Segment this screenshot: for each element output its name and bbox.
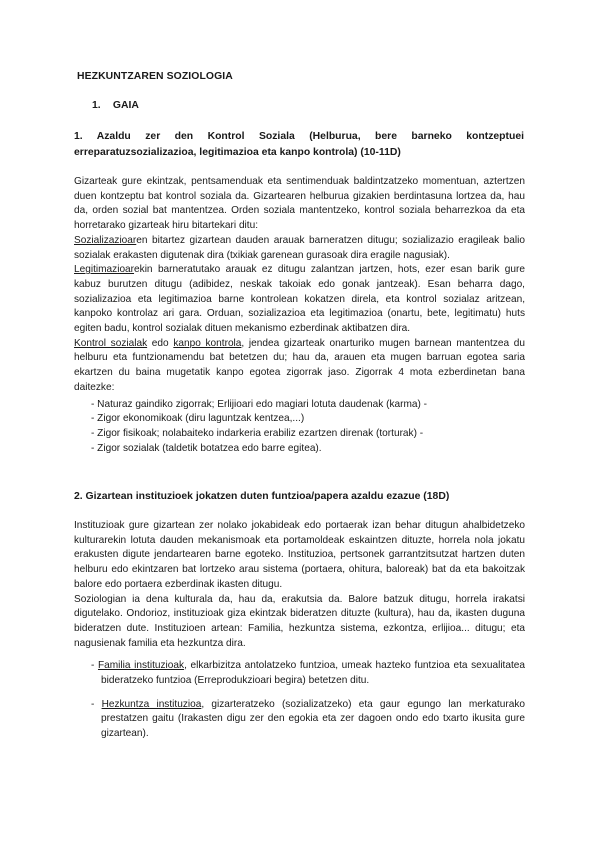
list-item-text: , gizarteratzeko (sozializatzeko) eta gaur egungo lan merkaturako prestatzen gaitu (Irakasten digu zer den egokia eta zer dagoen ondo edo txarto ikusita gure gizartean). — [101, 698, 525, 740]
term-underlined: Familia instituzioak — [97, 660, 185, 672]
list-item-text: , elkarbizitza antolatzeko funtzioa, umeak hazteko funtzioa eta sexualitatea bideratzeko funtzioa (Erreprodukzioari begira) betetzen ditu. — [101, 660, 526, 687]
list-item: - Naturaz gaindiko zigorrak; Erlijioari edo magiari lotuta daudenak (karma) - — [91, 398, 428, 410]
section-label: GAIA — [112, 100, 139, 111]
term-underlined: Legitimazioar — [74, 264, 135, 276]
paragraph: Gizarteak gure ekintzak, pentsamenduak eta sentimenduak baldintzatzeko momentuan, aztertzen duen kontzeptu bat kontrol soziala da. Gizartearen helburua gizakien berdintasuna lortzea da, hau da, orden sozial bat mantentzea. Orden soziala mantentzeko, kontrol soziala beharrezkoa da eta horretarako gizarteak hiru bitartekari ditu: — [74, 176, 525, 232]
list-item: - Zigor fisikoak; nolabaiteko indarkeria erabiliz ezartzen direnak (torturak) - — [91, 427, 424, 439]
list-item: - Zigor ekonomikoak (diru laguntzak kentzea,...) — [91, 413, 305, 425]
institution-list — [91, 659, 525, 742]
paragraph-text: ekin barneratutako arauak ez ditugu zalantzan jartzen, hots, ezer esan barik gure kabuz burutzen ditugu (adibidez, neskak takoiak edo gonak jantzeak). Esan beharra dago, sozializazioa eta legitimazioa barne kontrolean kokatzen direla, eta kontrol sozialaz aritzean, kanpoko kontrolaz ari gara. Orduan, sozializazioa eta legitimazioa (onartu, bete, legitimatu) huts egiten badu, kontrol sozialak dituen mekanismo ezberdinak aktibatzen dira. — [74, 264, 525, 335]
question-1-answer — [74, 175, 525, 456]
question-1-heading: 1. Azaldu zer den Kontrol Soziala (Helburua, bere barneko kontzeptuei erreparatuzsozializazioa, legitimazioa eta kanpo kontrola) (10-11D) — [74, 131, 524, 158]
paragraph: Instituzioak gure gizartean zer nolako jokabideak edo portaerak izan behar ditugun ahalbidetzeko kulturarekin lotuta dauden mekanismoak eta portamoldeak eskaintzen dituzte, horrela nola jokatu erakusten digute jendartearen barne egoteko. Instituzioa, pertsonek garrantzitsutzat hartzen duten helburu edo ekintzaren bat lortzeko arau sistema (portaera, ohitura, baloreak) bat da eta bakoitzak balore edo portaera ezberdinak ikasten ditugu. — [74, 520, 525, 590]
paragraph-text: en bitartez gizartean dauden arauak barneratzen ditugu; sozializazio eragileak balio sozialak erakasten digutenak dira (txikiak garenean gurasoak dira eragile nagusiak). — [74, 234, 525, 261]
term-underlined: Hezkuntza instituzioa — [101, 698, 202, 710]
paragraph-text: edo — [147, 337, 174, 349]
paragraph — [74, 234, 525, 263]
document-title: HEZKUNTZAREN SOZIOLOGIA — [77, 71, 233, 82]
term-underlined: kanpo kontrola — [173, 337, 242, 349]
section-number: 1. — [92, 100, 101, 111]
question-2-heading: 2. Gizartean instituzioek jokatzen duten funtzioa/papera azaldu ezazue (18D) — [74, 491, 450, 502]
list-item: - Hezkuntza instituzioa, gizarteratzeko (sozializatzeko) eta gaur egungo lan merkaturako prestatzen gaitu (Irakasten digu zer den egokia eta zer dagoen ondo edo txarto ikusita gure gizartean). — [91, 698, 525, 740]
punishment-list — [91, 398, 525, 457]
term-underlined: Kontrol sozialak — [74, 337, 148, 349]
question-2-answer — [74, 519, 525, 751]
term-underlined: Sozializazioar — [74, 234, 137, 246]
list-item: - Familia instituzioak, elkarbizitza antolatzeko funtzioa, umeak hazteko funtzioa eta sexualitatea bideratzeko funtzioa (Erreprodukzioari begira) betetzen ditu. — [91, 660, 526, 687]
section-heading — [92, 100, 139, 111]
paragraph — [74, 337, 525, 396]
list-item: - Zigor sozialak (taldetik botatzea edo barre egitea). — [91, 442, 322, 454]
paragraph-text: , jendea gizarteak onarturiko mugen barnean mantentzea du helburu eta funtzionamendu bat betetzen du; hau da, arauen eta mugen barruan egotea saria ekartzen du baina mugetatik kanpo egotea zigorrak jaso. Zigorrak 4 mota ezberdinetan bana daitezke: — [74, 337, 525, 393]
paragraph — [74, 263, 525, 337]
paragraph: Soziologian ia dena kulturala da, hau da, erakutsia da. Balore batzuk ditugu, horrela irakatsi digutelako. Ondorioz, instituzioak giza ekintzak bideratzen dituzte (kultura), hau da, ikasten duguna bideratzen dute. Instituzioen artean: Familia, hezkuntza sistema, ezkontza, erlijioa... ditugu; eta nagusienak familia eta hezkuntza dira. — [74, 593, 525, 649]
